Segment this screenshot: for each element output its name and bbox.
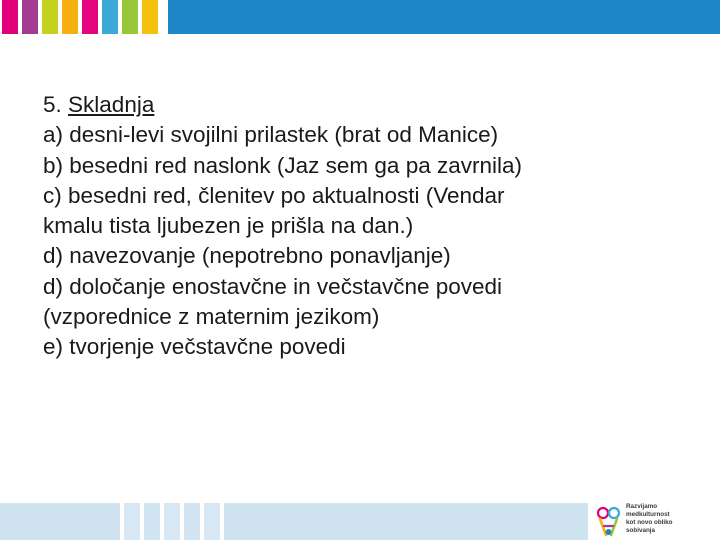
- header-bar-6: [102, 0, 118, 34]
- header-bar-4: [62, 0, 78, 34]
- header-bar-7: [122, 0, 138, 34]
- heading-title: Skladnja: [68, 92, 155, 117]
- header-bar-2: [22, 0, 38, 34]
- header-bar-8: [142, 0, 158, 34]
- logo-text-line: sobivanja: [626, 526, 656, 534]
- content-line: d) navezovanje (nepotrebno ponavljanje): [43, 243, 451, 269]
- footer-bar-7: [224, 503, 588, 540]
- logo-text-line: Razvijamo: [626, 503, 658, 510]
- footer-bar-5: [184, 503, 200, 540]
- content-line: e) tvorjenje večstavčne povedi: [43, 334, 346, 360]
- multicultural-logo-icon: [596, 504, 622, 538]
- footer-bar-4: [164, 503, 180, 540]
- slide-heading: [43, 90, 693, 120]
- header-bar-3: [42, 0, 58, 34]
- content-line: kmalu tista ljubezen je prišla na dan.): [43, 213, 414, 239]
- footer-bar-6: [204, 503, 220, 540]
- content-line: b) besedni red naslonk (Jaz sem ga pa zavrnila): [43, 152, 522, 178]
- slide-content: [43, 90, 693, 363]
- bottom-color-strip: [0, 503, 588, 540]
- footer-bar-2: [124, 503, 140, 540]
- content-line: (vzporednice z maternim jezikom): [43, 304, 380, 330]
- logo-text-line: medkulturnost: [626, 510, 670, 518]
- content-line: c) besedni red, členitev po aktualnosti (Vendar: [43, 182, 505, 208]
- content-line: a) desni-levi svojilni prilastek (brat od Manice): [43, 122, 499, 148]
- heading-number: 5.: [43, 92, 69, 117]
- footer-bar-1: [0, 503, 120, 540]
- logo-caption: [626, 503, 718, 535]
- organization-logo: [596, 502, 720, 540]
- header-bar-1: [2, 0, 18, 34]
- content-line: d) določanje enostavčne in večstavčne povedi: [43, 273, 503, 299]
- header-bar-5: [82, 0, 98, 34]
- header-blue-band: [168, 0, 720, 34]
- logo-text-line: kot novo obliko: [626, 518, 673, 526]
- footer-bar-3: [144, 503, 160, 540]
- top-color-strip: [0, 0, 720, 34]
